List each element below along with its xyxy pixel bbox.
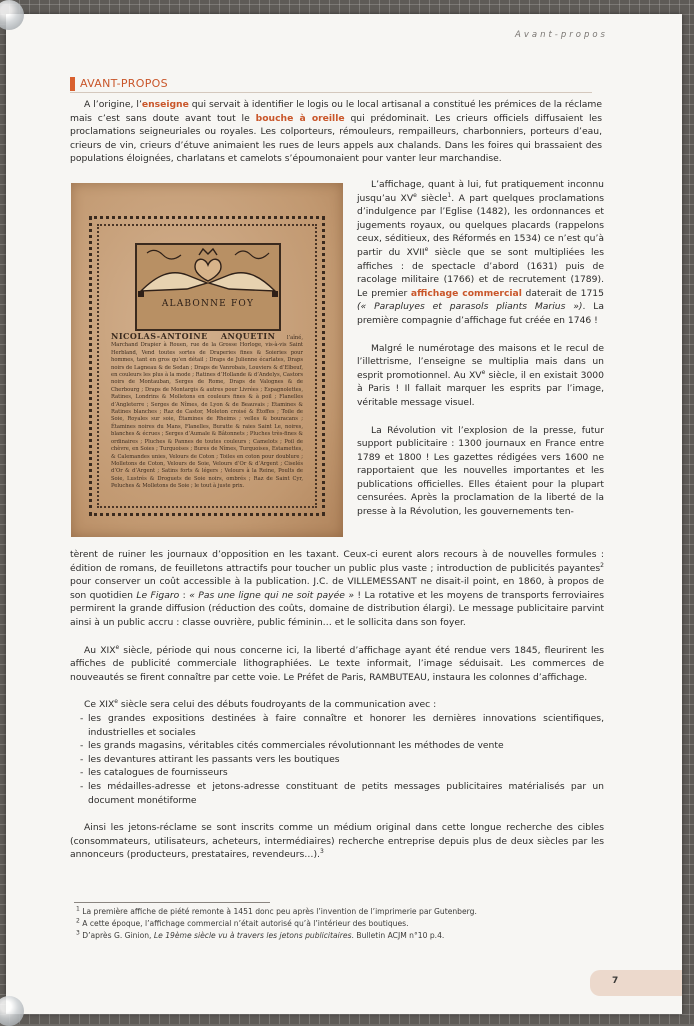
heading-accent-bar bbox=[70, 77, 75, 91]
paragraph-jetons-reclame: Ainsi les jetons-réclame se sont inscrits comme un médium original dans cette longue recherche des cibles (consommateurs, utilisateurs, acheteurs, intermédiaires) recherche entreprise depuis plus de deux siècles par les annonceurs (producteurs, prestataires, revendeurs…).$^3$ bbox=[70, 822, 604, 861]
paragraph-communication: Ce XIXe siècle sera celui des débuts foudroyants de la communication avec : bbox=[84, 698, 437, 711]
paragraph-revolution: La Révolution vit l’explosion de la presse, futur support publicitaire : 1300 journaux en France entre 1789 et 1800 ! Les gazettes rédigées vers 1600 ne rapportaient que les nouvelles importantes et les publications officielles. Elles étaient pour la plupart censurées. Après la proclamation de la liberté de la presse à la Révolution, les gouvernements ten- bbox=[357, 424, 604, 518]
full-width-text bbox=[70, 548, 604, 862]
footnote-ref-3: 3 bbox=[319, 848, 324, 856]
intro-paragraph: A l’origine, l’enseigne qui servait à identifier le logis ou le local artisanal a constitué les prémices de la réclame mais c’est sans doute avant tout le bouche à oreille qui prédominait. Les crieurs officiels diffusaient les proclamations seigneuriales ou royales. Les colporteurs, rémouleurs, rempailleurs, charbonniers, porteurs d’eau, crieurs de vin, crieurs d’étuve animaient les rues de leurs appels aux chalands. Dans les foires qui brassaient des populations éloignées, charlatans et camelots s’époumonaient pour vanter leur marchandise. bbox=[70, 99, 602, 165]
footnote-1: $^1$ La première affiche de piété remonte à 1451 donc peu après l’invention de l’imprimerie par Gutenberg. bbox=[76, 905, 477, 916]
footnote-rule bbox=[74, 902, 270, 903]
shop-name: NICOLAS-ANTOINE ANQUETIN bbox=[111, 331, 276, 341]
footnote-3: $^3$ D’après G. Ginion, Le 19ème siècle vu à travers les jetons publicitaires. Bulletin ACJM n°10 p.4. bbox=[76, 929, 445, 940]
communication-list bbox=[70, 712, 604, 807]
handshake-emblem bbox=[135, 243, 281, 331]
page-number-tab bbox=[590, 970, 682, 996]
running-head: Avant-propos bbox=[515, 30, 608, 40]
paragraph-affichage: L’affichage, quant à lui, fut pratiquement inconnu jusqu’au XVe siècle$^1$. A part quelques proclamations d’indulgence par l’Eglise (1482), les ordonnances et jugements royaux, ou quelques placards (rappelons ceux, séditieux, des Réformés en 1534) ce n’est qu’à partir du XVIIe siècle que se sont multipliées les affiches : de spectacle d’abord (1631) puis de racolage militaire (1766) et de recrutement (1789). Le premier affichage commercial daterait de 1715 (« Parapluyes et parasols pliants Marius »). La première compagnie d’affichage fut créée en 1746 ! bbox=[357, 179, 604, 326]
list-item: - les médailles-adresse et jetons-adresse constituant de petits messages publicitaires matérialisés par un document monétiforme bbox=[80, 780, 604, 807]
list-item: - les grands magasins, véritables cités commerciales révolutionnant les méthodes de vente bbox=[80, 739, 604, 753]
paragraph-xixe-siecle: Au XIXe siècle, période qui nous concerne ici, la liberté d’affichage ayant été rendue vers 1845, fleurirent les affiches de publicité commerciale lithographiées. Le texte informait, l’image séduisait. Les commerces de nouveautés se firent connaître par cette voie. Le Préfet de Paris, RAMBUTEAU, instaura les colonnes d’affichage. bbox=[70, 643, 604, 683]
highlight-enseigne: enseigne bbox=[141, 99, 189, 110]
footnote-2: $^2$ A cette époque, l’affichage commercial n’était autorisé qu’à l’intérieur des boutiques. bbox=[76, 917, 409, 928]
page-number: 7 bbox=[612, 976, 619, 986]
highlight-bouche-a-oreille: bouche à oreille bbox=[255, 112, 345, 124]
shop-description: NICOLAS-ANTOINE ANQUETIN l’aîné, Marchand Drapier à Rouen, rue de la Grosse Horloge, vis-à-vis Saint Herbland, Vend toutes sortes de Draperies fines & Soieries pour hommes, tant en gros qu’en détail ; Draps de Julienne écarlates, Draps noirs de Lagneau & de Sedan ; Draps de Vanrobais, Louviers & d’Elbeuf, en couleurs les plus à la mode ; Ratines d’Hollande & d’Andelys, Castors noirs de Montauban, Serges de Rome, Draps de Valognes & de Cherbourg ; Draps de Montargis & autres pour Livrées ; Espagnolettes, Ratines, Londrins & Molletons en couleurs fines & à poil ; Flanelles d’Angleterre ; Serges de Nîmes, de Lyon & de Beauvais ; Etamines & Ratines blanches ; Raz de Castor, Moleton croisé & Étoffes ; Toile de Soie, Royales sur soie, Étamines de Rheims ; velles & bouracans ; Étamines noires du Mans, Flanelles, Buratte & raies Saint Le, noires, blanches & écrues ; Serges d’Aumale & Bâtonnets ; Pluches très-fines & ordinaires ; Pluches & Pannes de toutes couleurs ; Camelots ; Poil de chèvre, en Soies ; Turquoises ; Bures de Nîmes, Turquoises, Estamettes, & Calemandes unies, Velours de Coton ; Toiles en coton pour doublure ; Molletons de Coton, Velours de Soie, Velours d’Or & d’Argent ; Ciselés d’Or & d’Argent ; Satins forts & légers ; Velours à la Reine, Poults de Soie, Lustrés & Droguets de Soie noirs, ombrés ; Raz de Saint Cyr, Peluches & Molletons de Soie ; le tout à juste prix. bbox=[111, 331, 303, 490]
handshake-icon bbox=[137, 245, 279, 305]
page-clip-top-left bbox=[0, 0, 24, 30]
paragraph-presse: tèrent de ruiner les journaux d’opposition en les taxant. Ceux-ci eurent alors recours à de nouvelles formules : édition de romans, de feuilletons attractifs pour toucher un public plus vaste ; introduction de publicités payantes$^2$ pour conserver un coût accessible à la publication. J.C. de VILLEMESSANT ne disait-il point, en 1860, à propos de son quotidien Le Figaro : « Pas une ligne qui ne soit payée » ! La rotative et les moyens de transports ferroviaires permirent la grande diffusion (réduction des coûts, domaine de distribution élargi). Le message publicitaire parvint ainsi à un public accru : classe ouvrière, public féminin… et le sollicita dans son foyer. bbox=[70, 549, 604, 628]
list-item: - les catalogues de fournisseurs bbox=[80, 766, 604, 780]
section-title: AVANT-PROPOS bbox=[80, 77, 168, 90]
section-heading bbox=[70, 76, 592, 93]
footnote-ref-1: 1 bbox=[447, 191, 452, 199]
highlight-affichage-commercial: affichage commercial bbox=[410, 287, 522, 299]
list-item: - les grandes expositions destinées à faire connaître et honorer les dernières innovations scientifiques, industrielles et sociales bbox=[80, 712, 604, 739]
antique-shop-bill-illustration bbox=[71, 183, 343, 537]
right-column-text bbox=[357, 178, 604, 519]
emblem-motto: ALABONNE FOY bbox=[161, 299, 255, 309]
paragraph-enseigne: Malgré le numérotage des maisons et le recul de l’illettrisme, l’enseigne se multiplia mais dans un esprit promotionnel. Au XVe siècle, il en existait 3000 à Paris ! Il fallait marquer les esprits par l’image, véritable message visuel. bbox=[357, 342, 604, 408]
footnote-ref-2: 2 bbox=[600, 561, 604, 569]
list-item: - les devantures attirant les passants vers les boutiques bbox=[80, 753, 604, 767]
footnotes bbox=[76, 906, 596, 941]
